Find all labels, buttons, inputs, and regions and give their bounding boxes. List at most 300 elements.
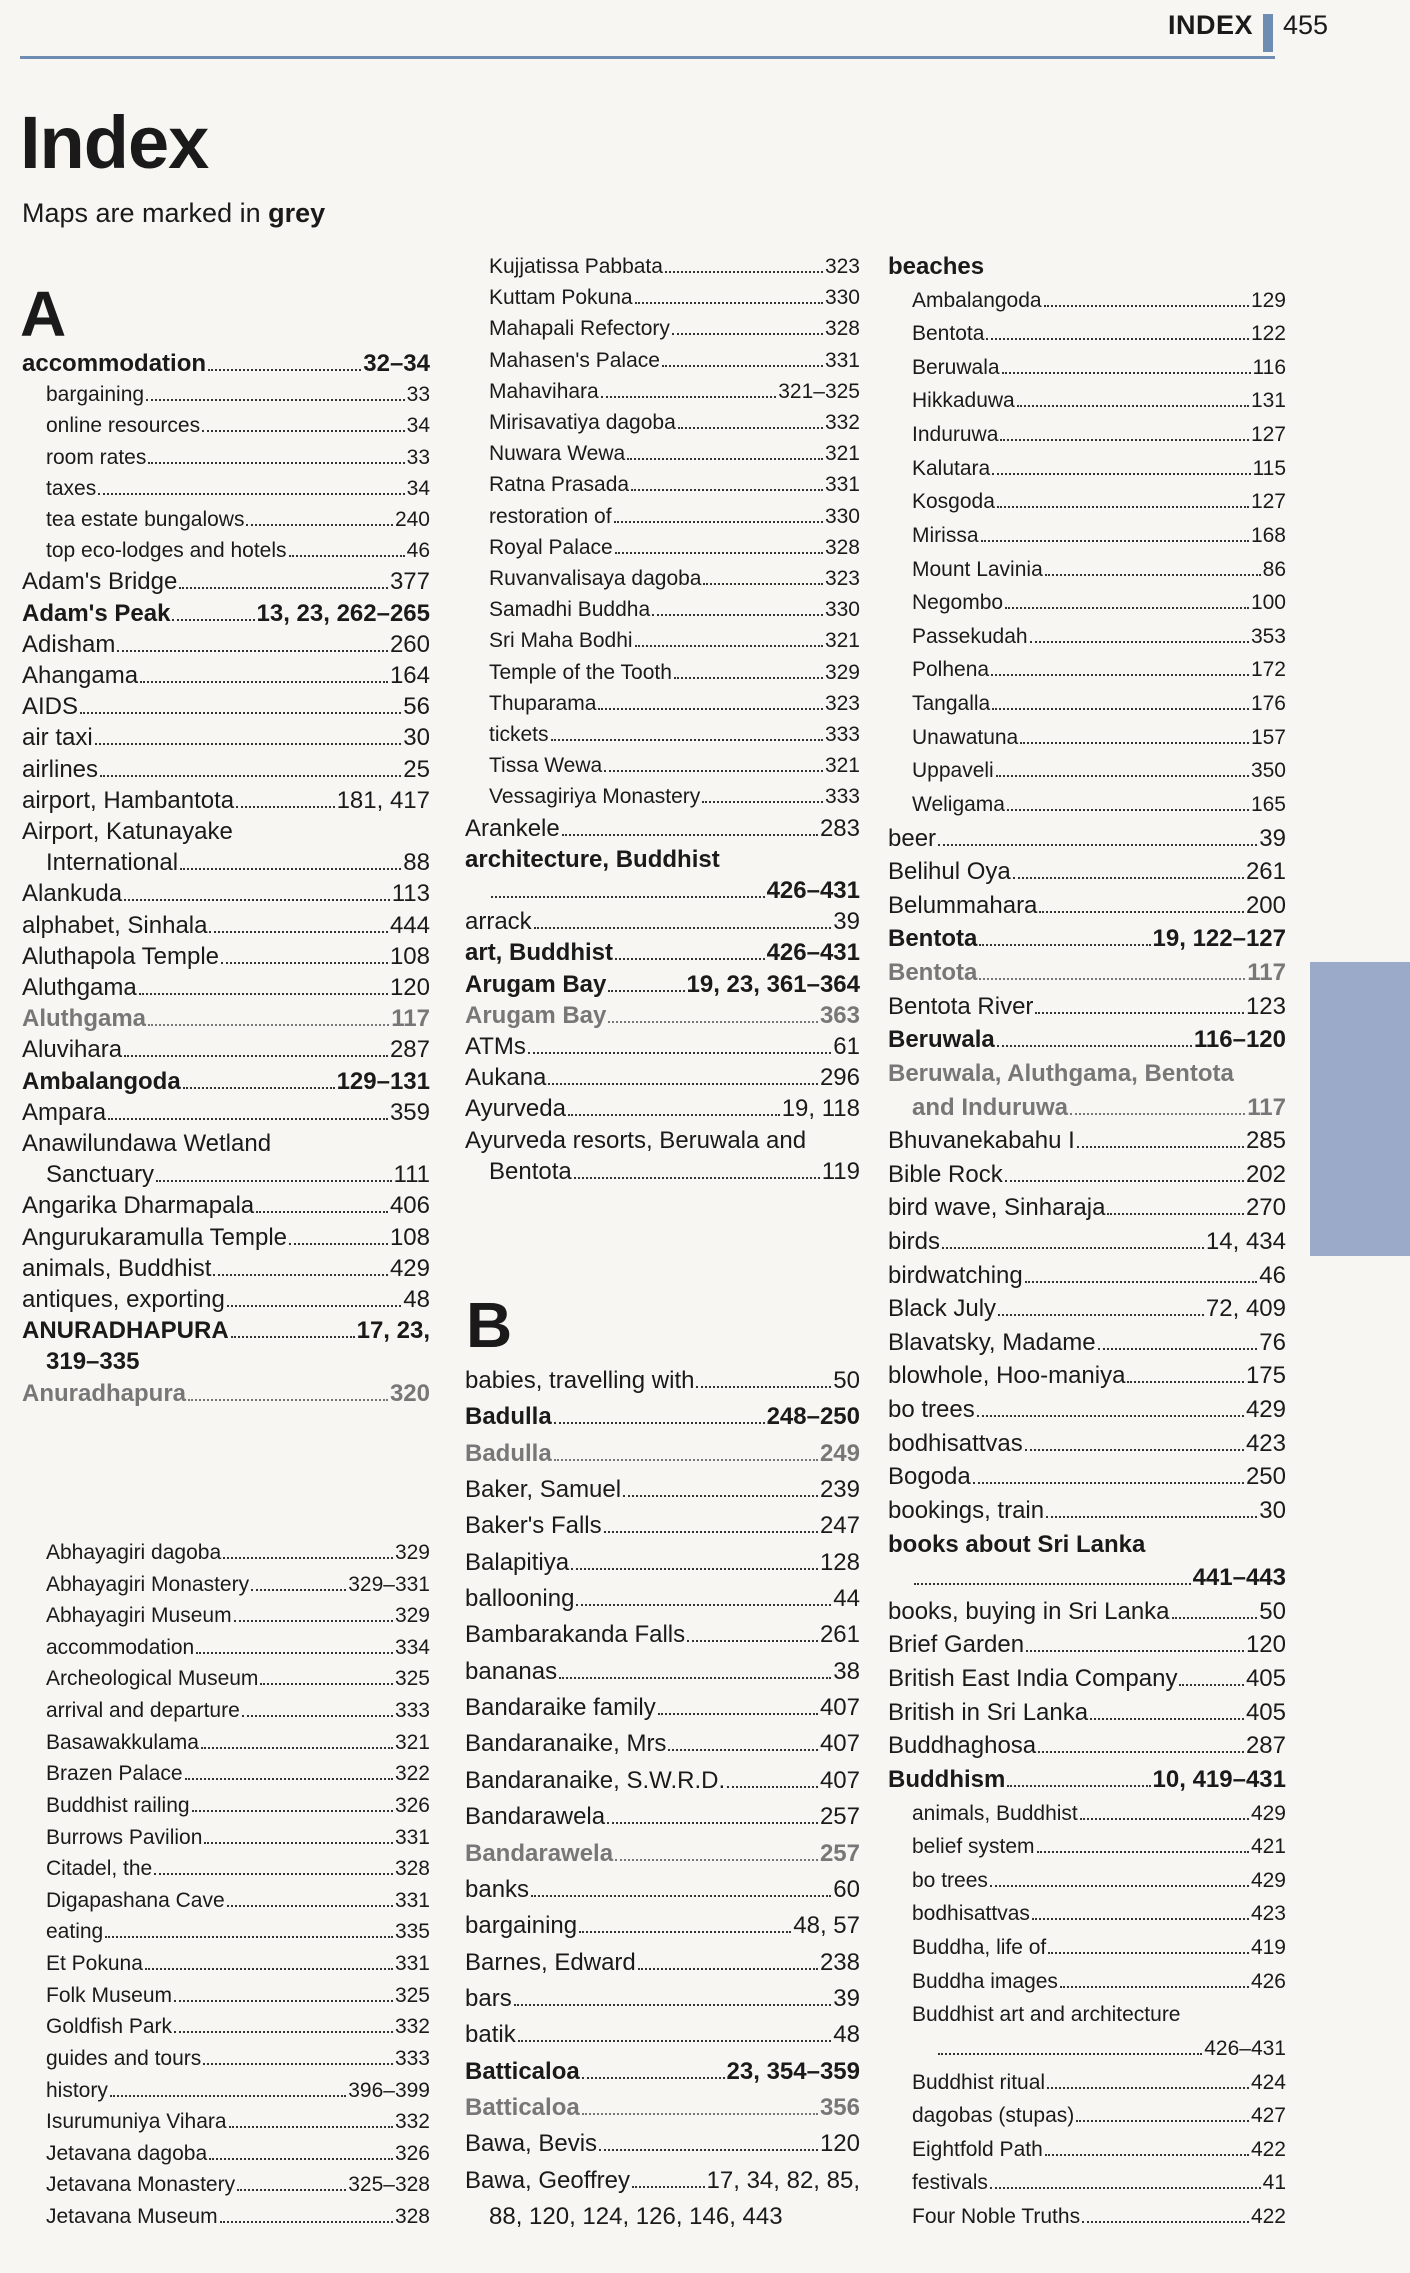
entry-term: Bambarakanda Falls: [465, 1621, 686, 1648]
entry-pages: 323: [824, 692, 860, 715]
entry-term: Anuradhapura: [22, 1380, 187, 1407]
entry-pages: 334: [394, 1636, 430, 1659]
entry-term: Weligama: [912, 793, 1005, 816]
index-entry: [912, 1562, 1286, 1594]
dot-leader: [1070, 1113, 1245, 1115]
dot-leader: [554, 1422, 765, 1424]
entry-pages: 333: [824, 723, 860, 746]
index-entry: [46, 1885, 430, 1917]
index-entry: [489, 750, 860, 782]
entry-pages: 331: [824, 349, 860, 372]
dot-leader: [914, 1583, 1191, 1585]
dot-leader: [1007, 809, 1249, 811]
entry-term: Belihul Oya: [888, 858, 1011, 885]
index-entry: [489, 781, 860, 813]
dot-leader: [208, 369, 361, 371]
dot-leader: [574, 1177, 820, 1179]
dot-leader: [518, 2040, 832, 2042]
entry-pages: 427: [1250, 2104, 1286, 2127]
index-entry: [489, 688, 860, 720]
entry-pages: 321–325: [778, 380, 860, 403]
entry-term: Buddhist railing: [46, 1794, 190, 1817]
index-entry: [22, 1066, 430, 1098]
entry-term: Balapitiya: [465, 1549, 570, 1576]
index-entry: [912, 688, 1286, 720]
entry-pages: 202: [1245, 1161, 1286, 1188]
entry-pages: 17, 23,: [356, 1317, 430, 1344]
entry-pages: 444: [389, 912, 430, 939]
entry-term: Tangalla: [912, 692, 991, 715]
entry-term: animals, Buddhist: [912, 1802, 1078, 1825]
dot-leader: [1013, 877, 1244, 879]
dot-leader: [192, 1810, 393, 1812]
entry-pages: 329: [394, 1604, 430, 1627]
index-entry: [912, 486, 1286, 518]
entry-term: Kosgoda: [912, 490, 995, 513]
index-entry: [46, 1537, 430, 1569]
entry-term: Angarika Dharmapala: [22, 1192, 255, 1219]
dot-leader: [514, 2004, 832, 2006]
entry-term: accommodation: [22, 350, 207, 377]
entry-term: Eightfold Path: [912, 2138, 1043, 2161]
dot-leader: [652, 614, 823, 616]
dot-leader: [668, 1749, 818, 1751]
index-entry: [46, 2106, 430, 2138]
dot-leader: [604, 770, 823, 772]
entry-term: tickets: [489, 723, 549, 746]
index-entry: [888, 1428, 1286, 1460]
entry-term: animals, Buddhist: [22, 1255, 212, 1282]
dot-leader: [237, 2189, 346, 2191]
entry-term: Arugam Bay: [465, 1002, 607, 1029]
entry-term: Belummahara: [888, 892, 1038, 919]
entry-term: Kujjatissa Pabbata: [489, 255, 663, 278]
entry-term: Et Pokuna: [46, 1952, 143, 1975]
entry-pages: 330: [824, 598, 860, 621]
entry-pages: 46: [406, 539, 430, 562]
index-entry: [46, 1159, 430, 1191]
entry-term: Negombo: [912, 591, 1004, 614]
entry-term: ANURADHAPURA: [22, 1317, 229, 1344]
entry-pages: 419: [1250, 1936, 1286, 1959]
entry-pages: 356: [819, 2094, 860, 2121]
entry-pages: 108: [389, 1224, 430, 1251]
index-entry: [489, 563, 860, 595]
entry-pages: 405: [1245, 1699, 1286, 1726]
dot-leader: [992, 473, 1250, 475]
entry-term: arrival and departure: [46, 1699, 240, 1722]
dot-leader: [188, 1399, 388, 1401]
index-entry: [888, 1461, 1286, 1493]
index-entry-text: architecture, Buddhist: [465, 846, 720, 873]
entry-term: Nuwara Wewa: [489, 442, 626, 465]
index-entry: [22, 566, 430, 598]
entry-pages: 14, 434: [1205, 1228, 1286, 1255]
entry-term: and Induruwa: [912, 1094, 1068, 1121]
index-entry: [46, 2011, 430, 2043]
entry-term: history: [46, 2079, 108, 2102]
entry-pages: 131: [1250, 389, 1286, 412]
dot-leader: [665, 271, 823, 273]
dot-leader: [582, 2077, 725, 2079]
entry-term: Arugam Bay: [465, 971, 607, 998]
entry-pages: 129: [1250, 289, 1286, 312]
entry-pages: 353: [1250, 625, 1286, 648]
index-entry: [22, 348, 430, 380]
entry-pages: 407: [819, 1694, 860, 1721]
dot-leader: [1005, 607, 1249, 609]
dot-leader: [148, 1024, 389, 1026]
entry-term: Uppaveli: [912, 759, 994, 782]
entry-term: AIDS: [22, 693, 79, 720]
dot-leader: [674, 677, 823, 679]
dot-leader: [140, 681, 388, 683]
entry-pages: 10, 419–431: [1152, 1766, 1286, 1793]
entry-pages: 249: [819, 1440, 860, 1467]
index-entry: [888, 1293, 1286, 1325]
entry-pages: 350: [1250, 759, 1286, 782]
entry-pages: 328: [394, 2205, 430, 2228]
index-entry: [912, 554, 1286, 586]
index-entry: [888, 1730, 1286, 1762]
entry-pages: 261: [1245, 858, 1286, 885]
index-entry: [888, 1327, 1286, 1359]
entry-pages: 181, 417: [336, 787, 430, 814]
index-entry: [888, 1394, 1286, 1426]
dot-leader: [236, 806, 334, 808]
entry-pages: 238: [819, 1949, 860, 1976]
dot-leader: [231, 1336, 355, 1338]
dot-leader: [632, 2186, 705, 2188]
index-entry: [465, 1401, 860, 1433]
entry-pages: 424: [1250, 2071, 1286, 2094]
entry-term: Alankuda: [22, 880, 123, 907]
dot-leader: [528, 1052, 831, 1054]
entry-term: Adam's Peak: [22, 600, 171, 627]
entry-term: Bawa, Geoffrey: [465, 2167, 630, 2194]
index-entry: [46, 473, 430, 505]
index-entry: [22, 1253, 430, 1285]
dot-leader: [554, 1459, 818, 1461]
index-entry: [46, 1916, 430, 1948]
entry-term: Thuparama: [489, 692, 597, 715]
index-entry: [489, 719, 860, 751]
dot-leader: [1037, 1851, 1249, 1853]
entry-pages: 331: [394, 1826, 430, 1849]
entry-pages: 423: [1250, 1902, 1286, 1925]
dot-leader: [571, 1568, 818, 1570]
dot-leader: [124, 899, 390, 901]
index-entry: [888, 1663, 1286, 1695]
entry-pages: 283: [819, 815, 860, 842]
entry-pages: 164: [389, 662, 430, 689]
entry-term: Bandaraike family: [465, 1694, 656, 1721]
index-entry: [46, 847, 430, 879]
dot-leader: [990, 2187, 1261, 2189]
entry-pages: 407: [819, 1730, 860, 1757]
dot-leader: [180, 868, 401, 870]
index-entry: [46, 535, 430, 567]
entry-term: tea estate bungalows: [46, 508, 245, 531]
index-entry: [912, 1092, 1286, 1124]
dot-leader: [1044, 305, 1249, 307]
entry-pages: 321: [824, 629, 860, 652]
entry-term: British East India Company: [888, 1665, 1178, 1692]
dot-leader: [696, 1386, 831, 1388]
dot-leader: [973, 1482, 1244, 1484]
index-entry: [888, 1360, 1286, 1392]
entry-pages: 247: [819, 1512, 860, 1539]
dot-leader: [687, 1640, 818, 1642]
index-entry: [888, 1024, 1286, 1056]
index-entry: [912, 1865, 1286, 1897]
entry-term: Bible Rock: [888, 1161, 1003, 1188]
dot-leader: [1025, 1281, 1258, 1283]
entry-term: taxes: [46, 477, 97, 500]
index-entry: [465, 1093, 860, 1125]
entry-pages: 46: [1259, 1262, 1286, 1289]
entry-pages: 426–431: [1204, 2037, 1286, 2060]
header-bar: [1263, 14, 1273, 52]
dot-leader: [202, 430, 405, 432]
entry-term: Bentota: [912, 322, 985, 345]
entry-term: Goldfish Park: [46, 2015, 173, 2038]
dot-leader: [986, 338, 1249, 340]
dot-leader: [223, 1557, 393, 1559]
dot-leader: [551, 739, 823, 741]
entry-term: Polhena: [912, 658, 990, 681]
index-entry: [912, 1966, 1286, 1998]
index-entry: [46, 1600, 430, 1632]
entry-term: Brazen Palace: [46, 1762, 183, 1785]
entry-term: Jetavana dagoba: [46, 2142, 208, 2165]
index-entry: [22, 1003, 430, 1035]
entry-term: Vessagiriya Monastery: [489, 785, 701, 808]
index-entry: [46, 2043, 430, 2075]
dot-leader: [110, 2095, 346, 2097]
dot-leader: [246, 524, 392, 526]
dot-leader: [1107, 1213, 1244, 1215]
dot-leader: [148, 462, 404, 464]
index-entry: [22, 754, 430, 786]
entry-term: Mahavihara: [489, 380, 599, 403]
index-entry: [465, 1801, 860, 1833]
dot-leader: [196, 1652, 393, 1654]
index-entry: [465, 1365, 860, 1397]
index-entry: [888, 1192, 1286, 1224]
index-entry: [489, 625, 860, 657]
entry-pages: 115: [1252, 457, 1286, 480]
entry-pages: 48: [833, 2021, 860, 2048]
dot-leader: [604, 1531, 818, 1533]
entry-pages: 333: [824, 785, 860, 808]
index-entry: [465, 1031, 860, 1063]
dot-leader: [229, 2126, 393, 2128]
entry-term: Batticaloa: [465, 2058, 580, 2085]
entry-pages: 426: [1250, 1970, 1286, 1993]
index-entry: [912, 2067, 1286, 2099]
dot-leader: [1000, 439, 1249, 441]
entry-term: Archeological Museum: [46, 1667, 259, 1690]
dot-leader: [145, 1968, 393, 1970]
entry-term: Folk Museum: [46, 1984, 173, 2007]
header-rule: [20, 56, 1275, 59]
index-entry: [888, 923, 1286, 955]
dot-leader: [1005, 1180, 1244, 1182]
entry-pages: 326: [394, 2142, 430, 2165]
index-entry-text: Airport, Katunayake: [22, 818, 233, 845]
entry-term: Buddha images: [912, 1970, 1058, 1993]
entry-pages: 19, 122–127: [1152, 925, 1286, 952]
index-entry: [888, 1629, 1286, 1661]
index-entry: [489, 875, 860, 907]
index-entry: [46, 379, 430, 411]
index-entry: [888, 957, 1286, 989]
dot-leader: [568, 1114, 780, 1116]
dot-leader: [576, 1604, 831, 1606]
index-entry: [912, 722, 1286, 754]
entry-pages: 39: [833, 1985, 860, 2012]
dot-leader: [1025, 1449, 1244, 1451]
dot-leader: [105, 1936, 393, 1938]
entry-pages: 323: [824, 255, 860, 278]
entry-pages: 296: [819, 1064, 860, 1091]
entry-pages: 127: [1250, 423, 1286, 446]
entry-term: bird wave, Sinharaja: [888, 1194, 1106, 1221]
entry-term: accommodation: [46, 1636, 195, 1659]
entry-term: Mirissa: [912, 524, 979, 547]
entry-term: eating: [46, 1920, 104, 1943]
dot-leader: [1035, 1012, 1244, 1014]
index-entry-text: books about Sri Lanka: [888, 1531, 1146, 1558]
index-entry-text: 319–335: [46, 1348, 140, 1375]
dot-leader: [185, 1778, 393, 1780]
entry-pages: 128: [819, 1549, 860, 1576]
entry-term: Abhayagiri Monastery: [46, 1573, 250, 1596]
index-entry: [465, 1910, 860, 1942]
entry-term: art, Buddhist: [465, 939, 613, 966]
entry-pages: 100: [1250, 591, 1286, 614]
index-entry: [465, 906, 860, 938]
entry-term: airport, Hambantota: [22, 787, 235, 814]
dot-leader: [227, 1905, 393, 1907]
entry-pages: 331: [824, 473, 860, 496]
dot-leader: [638, 1968, 818, 1970]
entry-pages: 19, 118: [781, 1095, 860, 1122]
entry-term: Buddha, life of: [912, 1936, 1047, 1959]
entry-term: online resources: [46, 414, 201, 437]
entry-term: bookings, train: [888, 1497, 1045, 1524]
entry-pages: 333: [394, 2047, 430, 2070]
dot-leader: [1020, 742, 1249, 744]
entry-pages: 108: [389, 943, 430, 970]
index-entry: [912, 2201, 1286, 2233]
entry-term: Basawakkulama: [46, 1731, 199, 1754]
entry-term: Batticaloa: [465, 2094, 580, 2121]
dot-leader: [579, 1931, 791, 1933]
dot-leader: [658, 1713, 818, 1715]
page-title: Index: [20, 101, 209, 184]
section-letter-b: B: [466, 1289, 513, 1361]
entry-term: room rates: [46, 446, 147, 469]
entry-pages: 332: [824, 411, 860, 434]
dot-leader: [607, 1822, 818, 1824]
dot-leader: [1039, 911, 1244, 913]
entry-pages: 363: [819, 1002, 860, 1029]
section-letter-a: A: [20, 278, 67, 350]
entry-pages: 429: [1250, 1869, 1286, 1892]
entry-pages: 23, 354–359: [726, 2058, 860, 2085]
entry-pages: 325: [394, 1667, 430, 1690]
entry-pages: 321: [824, 754, 860, 777]
index-entry: [465, 1947, 860, 1979]
dot-leader: [992, 708, 1249, 710]
entry-term: Bhuvanekabahu I: [888, 1127, 1075, 1154]
entry-pages: 257: [819, 1840, 860, 1867]
index-entry: [888, 1764, 1286, 1796]
index-entry: [489, 469, 860, 501]
index-entry: [46, 2169, 430, 2201]
entry-term: Adisham: [22, 631, 116, 658]
dot-leader: [599, 2149, 818, 2151]
index-entry: [46, 1822, 430, 1854]
dot-leader: [124, 1055, 388, 1057]
index-entry: [22, 1315, 430, 1347]
index-entry: [489, 313, 860, 345]
index-entry: [22, 1097, 430, 1129]
index-entry: [489, 376, 860, 408]
dot-leader: [289, 1243, 388, 1245]
entry-pages: 426–431: [766, 939, 860, 966]
entry-pages: 34: [406, 477, 430, 500]
entry-term: bananas: [465, 1658, 558, 1685]
entry-pages: 172: [1250, 658, 1286, 681]
entry-pages: 48, 57: [793, 1912, 860, 1939]
index-entry: [888, 823, 1286, 855]
index-entry: [888, 1596, 1286, 1628]
dot-leader: [172, 619, 254, 621]
index-entry: [465, 1728, 860, 1760]
index-entry: [912, 654, 1286, 686]
dot-leader: [997, 1045, 1192, 1047]
dot-leader: [1076, 2120, 1249, 2122]
dot-leader: [100, 775, 401, 777]
entry-term: Barnes, Edward: [465, 1949, 636, 1976]
index-entry: [46, 1790, 430, 1822]
entry-pages: 329: [394, 1541, 430, 1564]
index-entry: [912, 2100, 1286, 2132]
index-entry: [46, 1695, 430, 1727]
entry-term: Bentota: [888, 959, 978, 986]
index-entry: [888, 1125, 1286, 1157]
entry-pages: 335: [394, 1920, 430, 1943]
entry-term: Bentota: [888, 925, 978, 952]
index-entry: [489, 594, 860, 626]
dot-leader: [204, 1842, 393, 1844]
dot-leader: [1082, 2221, 1249, 2223]
index-entry: [46, 504, 430, 536]
entry-term: birds: [888, 1228, 941, 1255]
entry-pages: 328: [824, 317, 860, 340]
entry-pages: 50: [833, 1367, 860, 1394]
entry-term: bodhisattvas: [888, 1430, 1023, 1457]
entry-term: Bawa, Bevis: [465, 2130, 598, 2157]
entry-pages: 333: [394, 1699, 430, 1722]
entry-term: Sanctuary: [46, 1161, 155, 1188]
index-entry: [46, 1727, 430, 1759]
subtitle: [22, 198, 325, 229]
entry-pages: 257: [819, 1803, 860, 1830]
